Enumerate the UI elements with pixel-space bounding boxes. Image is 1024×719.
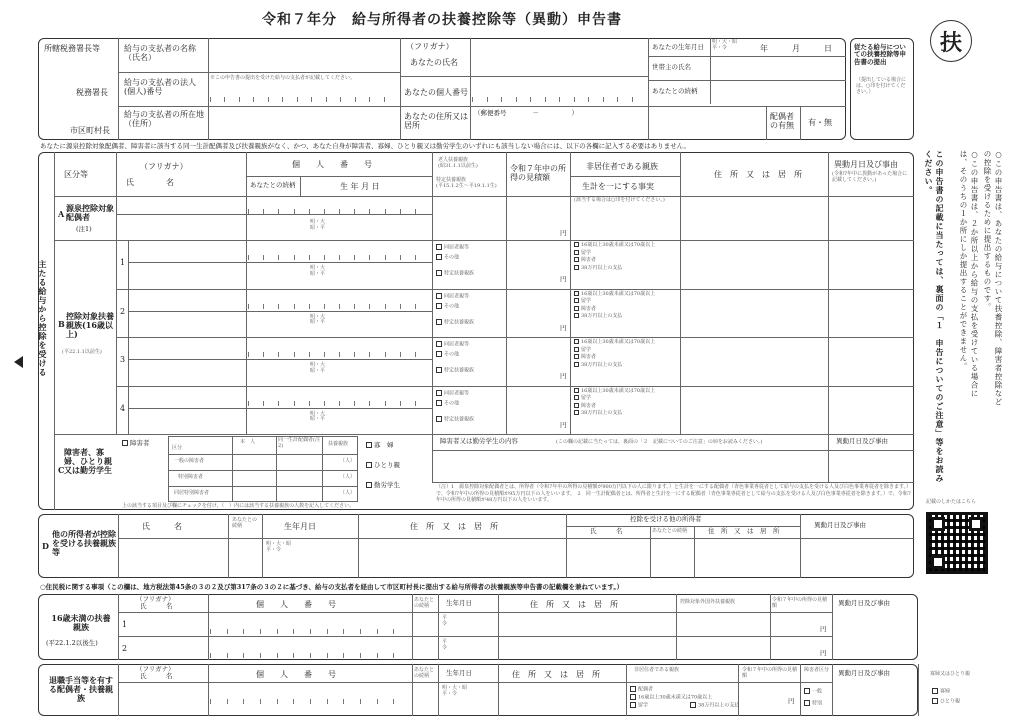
u16-address: 住 所 又 は 居 所	[530, 600, 618, 609]
notice-text: あなたに源泉控除対象配偶者、障害者に該当する同一生計配偶者及び扶養親族がなく、かつ、あなた自身が障害者、寡婦、ひとり親又は勤労学生のいずれにも該当しない場合には、以下の各欄に記入する必要はありません。	[40, 142, 690, 150]
b-row-nonres-label: 留学	[581, 249, 592, 256]
b-row-number-field[interactable]	[248, 396, 430, 406]
u16-yen-1: 円	[820, 625, 827, 633]
b-row-nonres-opt[interactable]	[574, 265, 622, 272]
b-row-other-checkbox[interactable]	[436, 351, 442, 357]
b-row-tokutei-label: 特定扶養親族	[444, 270, 475, 277]
row-b-letter: B	[58, 319, 65, 329]
b-row-tokutei-checkbox[interactable]	[436, 270, 442, 276]
b-row-roujin-checkbox[interactable]	[436, 244, 442, 250]
c-footer-note: 上の該当する項目及び欄にチェックを付け、（ ）内には該当する扶養親族の人数を記入してください。	[122, 503, 355, 509]
ret-general-checkbox[interactable]	[804, 688, 810, 694]
ret-change: 異動月日及び事由	[838, 669, 890, 677]
row-a-note: (注1)	[76, 225, 92, 233]
d-birth: 生年月日	[284, 522, 316, 531]
b-row-number-field[interactable]	[248, 299, 430, 309]
disabled-label: 障害者	[130, 439, 150, 447]
b-row-yen: 円	[560, 420, 567, 429]
u16-era-2: 平 令	[442, 639, 448, 651]
single-parent-label: ひとり親	[374, 461, 400, 469]
retirement-label: 退職手当等を有する配偶者・扶養親族	[49, 675, 113, 704]
u16-era-1: 平 令	[442, 615, 448, 627]
ret-nonres-checkbox-3[interactable]	[690, 702, 696, 708]
u16-row-2: 2	[122, 644, 128, 653]
ret-nonres-checkbox-2[interactable]	[630, 702, 636, 708]
form-badge	[930, 20, 972, 62]
ret-relation: あなたとの続柄	[414, 667, 435, 679]
b-row-tokutei-checkbox[interactable]	[436, 416, 442, 422]
b-row-tokutei-label: 特定扶養親族	[444, 367, 475, 374]
ret-nonres-opt-2[interactable]	[630, 702, 648, 709]
student-checkbox[interactable]	[366, 482, 372, 488]
b-row-nonres-opt[interactable]	[574, 362, 622, 369]
b-row-opt-roujin[interactable]	[436, 390, 469, 397]
col-nonres: 非居住者である親族	[586, 162, 658, 171]
b-row-tokutei-checkbox[interactable]	[436, 367, 442, 373]
student-check[interactable]	[366, 482, 400, 489]
row-c-label: 障害者、寡婦、ひとり親又は勤労学生	[64, 447, 112, 476]
b-row-number: 2	[120, 306, 126, 316]
d-d-relation: あなたとの続柄	[652, 528, 688, 534]
b-row-nonres-checkbox[interactable]	[574, 347, 579, 352]
b-row-opt-other[interactable]	[436, 351, 459, 358]
payer-number-note: ※この申告書の提出を受けた給与の支払者が記載してください。	[210, 75, 356, 81]
col-furigana: （フリガナ）	[140, 162, 188, 171]
payer-address-field[interactable]	[210, 108, 398, 138]
ret-nonres-checkbox-0[interactable]	[630, 686, 636, 692]
u16-number: 個 人 番 号	[256, 600, 336, 609]
ret-nonres-opt-1[interactable]	[630, 694, 712, 701]
b-row-era: 明・大 昭・平	[310, 313, 326, 326]
b-row-opt-tokutei[interactable]	[436, 270, 474, 277]
b-row-nonres-label: 38万円以上の支払	[581, 313, 623, 319]
disabled-checkbox[interactable]	[122, 440, 128, 446]
ret-general-label: 一般	[812, 688, 823, 695]
side-submit-note: （提出している場合には、○印を付けてください。）	[856, 77, 907, 95]
tax-office-suffix: 税務署長	[76, 88, 108, 97]
ret-nonres: 非居住者である親族	[634, 667, 680, 673]
d-era: 明・大・昭 平・令	[266, 541, 292, 553]
b-row-nonres-opt[interactable]	[574, 257, 596, 264]
your-number-label: あなたの個人番号	[404, 88, 468, 97]
ret-nonres-opt-label-0: 配偶者	[638, 686, 654, 693]
ret-nonres-opt-0[interactable]	[630, 686, 653, 693]
col-address: 住 所 又 は 居 所	[714, 170, 802, 179]
ret-nonres-checkbox-1[interactable]	[630, 694, 636, 700]
b-row-opt-roujin[interactable]	[436, 244, 469, 251]
c-same-spouse: 同一生計配偶者(注2)	[278, 437, 320, 449]
b-row-opt-roujin[interactable]	[436, 341, 469, 348]
col-relation: あなたとの続柄	[250, 181, 296, 189]
ret-address: 住 所 又 は 居 所	[512, 670, 600, 679]
b-row-nonres-checkbox[interactable]	[574, 410, 579, 415]
b-row-nonres-checkbox[interactable]	[574, 257, 579, 262]
b-row-nonres-checkbox[interactable]	[574, 362, 579, 367]
b-row-nonres-checkbox[interactable]	[574, 298, 579, 303]
birth-ymd[interactable]: 年 月 日	[760, 44, 832, 53]
row-a-number-field[interactable]	[248, 204, 430, 214]
b-row-nonres-opt[interactable]	[574, 388, 655, 395]
ret-nonres-opt-3[interactable]	[690, 702, 739, 709]
b-row-nonres-label: 16歳以上30歳未満又は70歳以上	[581, 242, 656, 248]
b-row-nonres-label: 留学	[581, 298, 592, 304]
ret-widow-label: 寡婦又はひとり親	[930, 671, 971, 677]
b-row-opt-roujin[interactable]	[436, 293, 469, 300]
row-b-label: 控除対象扶養親族(16歳以上)	[66, 311, 114, 340]
main-side-label: 主たる給与から控除を受ける	[38, 260, 48, 377]
single-parent-check[interactable]	[366, 462, 400, 469]
b-row-nonres-opt[interactable]	[574, 339, 655, 346]
your-name-field[interactable]	[472, 40, 646, 74]
b-row-roujin-label: 同居老親等	[444, 244, 470, 251]
u16-nonres: 控除対象外国外扶養親族	[680, 599, 736, 605]
b-row-roujin-label: 同居老親等	[444, 390, 470, 396]
col-kind2: 特定扶養親族 (平15.1.2生～平19.1.1生)	[436, 177, 497, 189]
row-a-era: 明・大 昭・平	[310, 219, 326, 231]
ret-kubun: 障害者区分	[804, 667, 830, 673]
left-arrow-icon	[14, 356, 23, 368]
ret-widow-opt-label-1: ひとり親	[940, 698, 961, 705]
b-row-nonres-checkbox[interactable]	[574, 339, 579, 344]
b-row-other-label: その他	[444, 303, 460, 309]
b-row-nonres-label: 38万円以上の支払	[581, 264, 623, 271]
d-d-address: 住 所 又 は 居 所	[708, 527, 780, 535]
b-row-nonres-label: 障害者	[581, 305, 597, 312]
b-row-other-label: その他	[444, 351, 460, 358]
ret-nonres-opt-label-1: 16歳以上30歳未満又は70歳以上	[638, 694, 713, 701]
disabled-check[interactable]	[122, 440, 150, 447]
c-special: 特別障害者	[178, 474, 204, 480]
col-number: 個 人 番 号	[292, 160, 372, 169]
ret-nonres-opt-label-2: 留学	[638, 702, 649, 709]
b-row-nonres-checkbox[interactable]	[574, 388, 579, 393]
qr-code-icon[interactable]	[926, 512, 988, 574]
u16-name: 氏 名	[140, 602, 173, 610]
u16-number-field-1[interactable]	[210, 624, 410, 634]
b-row-opt-tokutei[interactable]	[436, 319, 474, 326]
payer-number-field[interactable]	[210, 92, 398, 102]
b-row-other-label: その他	[444, 254, 460, 261]
b-row-roujin-checkbox[interactable]	[436, 390, 442, 396]
ret-widow-opt-1[interactable]	[932, 698, 960, 705]
col-change-note: (令和7年中に異動があった場合に記載してください。)	[832, 171, 908, 183]
householder-label: 世帯主の氏名	[652, 63, 691, 71]
right-note-3: この申告書の記載に当たっては、裏面の「１ 申告についてのご注意」等をお読みください。	[924, 150, 945, 483]
c-general: 一般の障害者	[174, 458, 205, 464]
b-row-yen: 円	[560, 275, 567, 283]
b-row-nonres-label: 障害者	[581, 402, 597, 409]
ret-furigana: （フリガナ）	[136, 665, 175, 673]
b-row-other-checkbox[interactable]	[436, 254, 442, 260]
b-row-number: 3	[120, 355, 126, 364]
your-address-label: あなたの住所又は居所	[404, 112, 468, 131]
ret-special-label: 特別	[812, 700, 823, 707]
b-row-tokutei-label: 特定扶養親族	[444, 416, 475, 422]
b-row-opt-tokutei[interactable]	[436, 367, 474, 374]
under16-label: 16歳未満の扶養親族	[51, 613, 111, 633]
your-name-label: あなたの氏名	[410, 58, 458, 67]
b-row-nonres-label: 16歳以上30歳未満又は70歳以上	[581, 339, 656, 345]
c-kubun: 区分	[172, 445, 183, 451]
u16-birth: 生年月日	[446, 599, 472, 607]
b-row-nonres-checkbox[interactable]	[574, 313, 579, 318]
d-relation: あなたとの続柄	[232, 517, 258, 529]
b-row-yen: 円	[560, 323, 567, 332]
tax-office-label: 所轄税務署長等	[44, 44, 100, 53]
qr-label: 記載のしかたはこちら	[926, 499, 977, 505]
b-row-nonres-checkbox[interactable]	[574, 265, 579, 270]
ret-birth: 生年月日	[446, 669, 472, 677]
ret-opt-special[interactable]	[804, 700, 822, 707]
b-row-nonres-checkbox[interactable]	[574, 403, 579, 408]
d-name: 氏 名	[142, 522, 182, 531]
ret-income: 令和７年中の所得の見積額	[742, 667, 798, 679]
col-same: 生計を一にする事実	[582, 182, 654, 191]
b-row-nonres-checkbox[interactable]	[574, 250, 579, 255]
payer-address-label: 給与の支払者の所在地（住所）	[124, 110, 204, 129]
b-row-number: 4	[120, 403, 126, 413]
col-name: 氏 名	[126, 178, 174, 187]
c-detail-note: (この欄の記載に当たっては、裏面の「２ 記載についてのご注意」の⑻をお読みください。)	[556, 439, 763, 445]
u16-change: 異動月日及び事由	[838, 599, 890, 607]
under16-note: (平22.1.2以後生)	[46, 639, 98, 647]
d-address: 住 所 又 は 居 所	[410, 522, 498, 531]
form-title: 令和７年分 給与所得者の扶養控除等（異動）申告書	[262, 12, 622, 28]
ret-yen: 円	[788, 697, 795, 705]
resident-tax-label: ○住民税に関する事項（この欄は、地方税法第45条の３の２及び第317条の３の２に基づき、給与の支払者を経由して市区町村長に提出する給与所得者の扶養親族等申告書の記載欄を兼ねています。）	[40, 583, 624, 591]
c-unit-2: （人）	[340, 474, 356, 480]
row-c-letter: C	[58, 465, 65, 475]
row-a-letter: A	[58, 209, 65, 219]
row-d-label: 他の所得者が控除を受ける扶養親族等	[52, 529, 116, 558]
b-row-nonres-label: 留学	[581, 395, 592, 401]
b-row-nonres-checkbox[interactable]	[574, 242, 579, 247]
ret-widow-checkbox-0[interactable]	[932, 688, 938, 694]
payer-name-field[interactable]	[210, 40, 398, 70]
ret-name: 氏 名	[140, 672, 173, 680]
ret-widow-opt-label-0: 寡婦	[940, 688, 951, 695]
your-address-field[interactable]	[472, 120, 764, 138]
your-number-field[interactable]	[472, 92, 646, 102]
ret-number: 個 人 番 号	[256, 670, 336, 679]
col-birth: 生 年 月 日	[340, 182, 380, 191]
b-row-number-field[interactable]	[248, 250, 430, 260]
relation-label: あなたとの続柄	[652, 87, 698, 95]
d-change: 異動月日及び事由	[814, 521, 866, 529]
b-row-nonres-label: 障害者	[581, 354, 597, 360]
b-row-nonres-label: 留学	[581, 346, 592, 353]
b-row-other-checkbox[interactable]	[436, 400, 442, 406]
u16-number-field-2[interactable]	[210, 648, 410, 658]
b-row-roujin-label: 同居老親等	[444, 341, 470, 348]
row-a-label: 源泉控除対象配偶者	[66, 203, 114, 223]
birth-label: あなたの生年月日	[652, 43, 704, 51]
side-submit-label: 従たる給与についての扶養控除等申告書の提出	[854, 43, 906, 66]
b-row-opt-other[interactable]	[436, 303, 459, 310]
c-notes: （注）1 源泉控除対象配偶者とは、所得者（令和7年中の所得の見積額が900万円以下の人に限ります。）と生計を一にする配偶者（青色事業専従者として給与の支払を受ける人及び白色事業専従者を除きます。）で、令和7年中の所得の見積額が95万円以下の人をいいます。 2 同一生計配偶者とは、所得者と生計を一にする配偶者（青色事業専従者として給与の支払を受ける人及び白色事業専従者を除きます。）で、令和7年中の所得の見積額が48万円以下の人をいいます。	[436, 484, 912, 503]
b-row-nonres-checkbox[interactable]	[574, 291, 579, 296]
b-row-nonres-opt[interactable]	[574, 242, 655, 249]
badge-label: 扶	[939, 29, 962, 56]
u16-yen-2: 円	[820, 649, 827, 657]
d-deductor: 控除を受ける他の所得者	[630, 515, 702, 523]
b-row-other-label: その他	[444, 400, 460, 406]
u16-income: 令和７年中の所得の見積額	[772, 597, 828, 609]
col-kind1: 老人扶養親族 (昭31.1.1以前生)	[438, 157, 478, 169]
ret-number-field[interactable]	[210, 694, 410, 704]
b-row-nonres-opt[interactable]	[574, 403, 596, 410]
city-label: 市区町村長	[70, 126, 110, 135]
b-row-other-checkbox[interactable]	[436, 303, 442, 309]
b-row-roujin-checkbox[interactable]	[436, 293, 442, 299]
birth-era: 明・大・昭 平・令	[712, 39, 738, 51]
b-row-nonres-label: 16歳以上30歳未満又は70歳以上	[581, 290, 656, 297]
b-row-opt-tokutei[interactable]	[436, 416, 474, 423]
single-parent-checkbox[interactable]	[366, 462, 372, 468]
b-row-era: 明・大 昭・平	[310, 362, 326, 374]
b-row-nonres-checkbox[interactable]	[574, 354, 579, 359]
b-row-nonres-opt[interactable]	[574, 250, 591, 257]
b-row-nonres-label: 障害者	[581, 257, 597, 263]
b-row-nonres-opt[interactable]	[574, 291, 655, 298]
student-label: 勤労学生	[374, 481, 400, 489]
furigana-label: （フリガナ）	[406, 42, 454, 51]
ret-special-checkbox[interactable]	[804, 700, 810, 706]
b-row-opt-other[interactable]	[436, 254, 459, 261]
row-a-nonres-note: (該当する場合は○印を付けてください。)	[574, 197, 665, 203]
c-self: 本 人	[240, 439, 256, 445]
c-unit-3: （人）	[340, 490, 356, 496]
ret-opt-general[interactable]	[804, 688, 822, 695]
c-unit-1: （人）	[340, 458, 356, 464]
c-dependents: 扶養親族	[328, 441, 349, 447]
ret-widow-opt-0[interactable]	[932, 688, 950, 695]
col-change: 異動月日及び事由	[834, 160, 898, 169]
b-row-nonres-opt[interactable]	[574, 354, 596, 361]
b-row-number-field[interactable]	[248, 347, 430, 357]
c-detail-label: 障害者又は勤労学生の内容	[440, 437, 518, 445]
b-row-nonres-opt[interactable]	[574, 313, 622, 320]
d-d-name: 氏 名	[590, 527, 623, 535]
b-row-tokutei-label: 特定扶養親族	[444, 319, 475, 325]
u16-row-1: 1	[122, 620, 128, 629]
widow-check[interactable]	[366, 442, 394, 449]
ret-nonres-opt-label-3: 38万円以上の支払	[698, 702, 740, 709]
u16-furigana: （フリガナ）	[136, 595, 175, 603]
b-row-era: 明・大 昭・平	[310, 410, 326, 423]
b-row-nonres-opt[interactable]	[574, 395, 591, 402]
spouse-label: 配偶者の有無	[770, 112, 794, 131]
b-row-nonres-opt[interactable]	[574, 410, 622, 417]
b-row-era: 明・大 昭・平	[310, 265, 326, 277]
row-b-note: (平22.1.1以前生)	[62, 349, 102, 355]
ret-era: 明・大・昭 平・令	[442, 685, 468, 697]
payer-number-label: 給与の支払者の法人(個人)番号	[124, 78, 196, 97]
b-row-nonres-opt[interactable]	[574, 347, 591, 354]
b-row-nonres-opt[interactable]	[574, 298, 591, 305]
u16-relation: あなたとの続柄	[414, 597, 435, 609]
b-row-roujin-label: 同居老親等	[444, 293, 470, 299]
b-row-opt-other[interactable]	[436, 400, 459, 407]
b-row-nonres-opt[interactable]	[574, 306, 596, 313]
widow-checkbox[interactable]	[366, 442, 372, 448]
row-a-yen: 円	[560, 229, 567, 237]
payer-name-label: 給与の支払者の名称（氏名）	[124, 44, 196, 63]
b-row-nonres-checkbox[interactable]	[574, 306, 579, 311]
b-row-roujin-checkbox[interactable]	[436, 341, 442, 347]
right-note-2: ○この申告書は、２か所以上から給与の支払を受けている場合には、そのうちの１か所にしか提出することができません。	[959, 150, 979, 398]
postal-label: （郵便番号 － ）	[474, 109, 578, 117]
b-row-yen: 円	[560, 372, 567, 380]
b-row-number: 1	[120, 258, 126, 267]
widow-label: 寡 婦	[374, 441, 394, 449]
b-row-nonres-label: 38万円以上の支払	[581, 361, 623, 368]
b-row-nonres-checkbox[interactable]	[574, 395, 579, 400]
row-d-letter: D	[42, 541, 49, 551]
ret-widow-checkbox-1[interactable]	[932, 698, 938, 704]
b-row-tokutei-checkbox[interactable]	[436, 319, 442, 325]
col-income: 令和７年中の所得の見積額	[510, 164, 566, 183]
right-note-1: ○この申告書は、あなたの給与について扶養控除、障害者控除などの控除を受けるために提出するものです。	[983, 150, 1003, 407]
c-change-label: 異動月日及び事由	[836, 437, 888, 445]
b-row-nonres-label: 16歳以上30歳未満又は70歳以上	[581, 387, 656, 394]
spouse-option[interactable]: 有・無	[808, 118, 832, 127]
col-kubun: 区分等	[64, 170, 88, 179]
b-row-nonres-label: 38万円以上の支払	[581, 410, 623, 416]
c-cohabit-special: 同居特別障害者	[174, 490, 210, 496]
